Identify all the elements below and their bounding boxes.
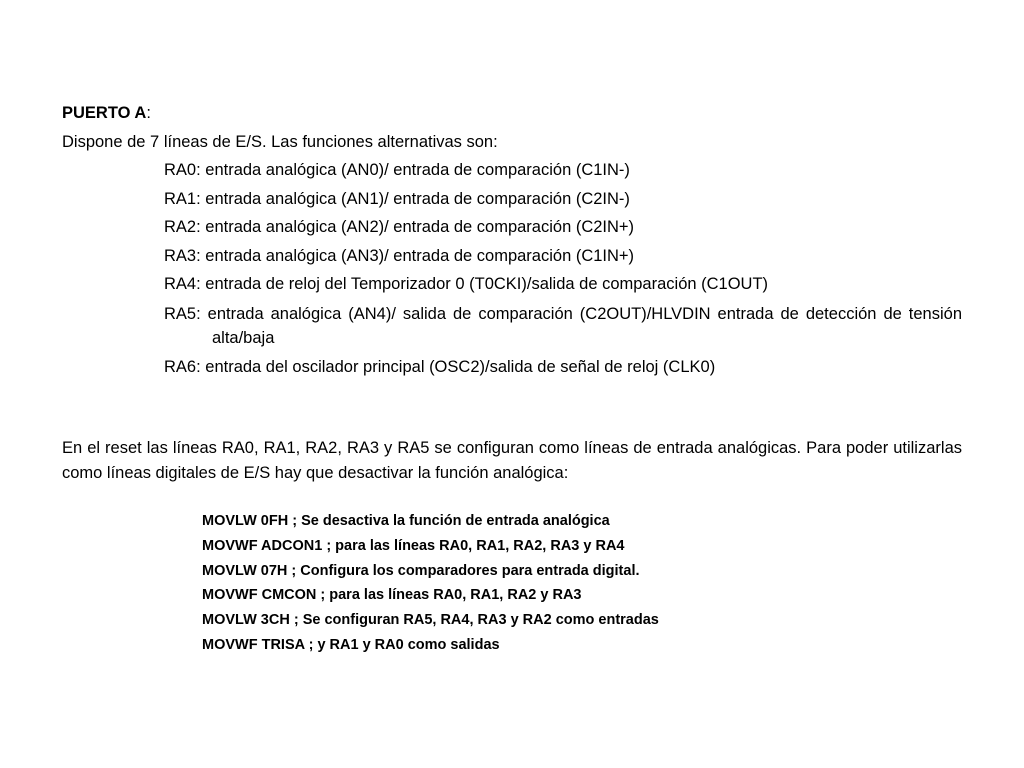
list-item-ra0: RA0: entrada analógica (AN0)/ entrada de comparación (C1IN-) <box>164 161 630 179</box>
heading-suffix: : <box>146 104 151 122</box>
code-line: MOVWF ADCON1 ; para las líneas RA0, RA1, RA2, RA3 y RA4 <box>202 537 625 554</box>
intro-text: Dispone de 7 líneas de E/S. Las funciones alternativas son: <box>62 132 498 151</box>
list-item-ra5: RA5: entrada analógica (AN4)/ salida de comparación (C2OUT)/HLVDIN entrada de detección de tensión alta/baja <box>164 304 962 347</box>
list-item-ra3: RA3: entrada analógica (AN3)/ entrada de comparación (C1IN+) <box>164 246 635 265</box>
code-block <box>202 509 962 658</box>
code-line: MOVWF TRISA ; y RA1 y RA0 como salidas <box>202 636 500 653</box>
list-item-ra1: RA1: entrada analógica (AN1)/ entrada de comparación (C2IN-) <box>164 189 630 208</box>
code-line: MOVWF CMCON ; para las líneas RA0, RA1, RA2 y RA3 <box>202 587 582 604</box>
heading-title: PUERTO A <box>62 104 147 122</box>
list-item-ra2: RA2: entrada analógica (AN2)/ entrada de comparación (C2IN+) <box>164 218 635 236</box>
list-item-ra6: RA6: entrada del oscilador principal (OSC2)/salida de señal de reloj (CLK0) <box>164 357 716 376</box>
list-item-ra4: RA4: entrada de reloj del Temporizador 0 (T0CKI)/salida de comparación (C1OUT) <box>164 275 769 293</box>
slide-heading <box>62 99 962 128</box>
slide-content <box>62 99 962 658</box>
code-line: MOVLW 0FH ; Se desactiva la función de entrada analógica <box>202 513 610 529</box>
port-a-function-list <box>62 156 962 381</box>
code-line: MOVLW 07H ; Configura los comparadores para entrada digital. <box>202 562 640 579</box>
code-line: MOVLW 3CH ; Se configuran RA5, RA4, RA3 y RA2 como entradas <box>202 612 659 629</box>
reset-paragraph: En el reset las líneas RA0, RA1, RA2, RA3 y RA5 se configuran como líneas de entrada analógicas. Para poder utilizarlas como líneas digitales de E/S hay que desactivar la función analógica: <box>62 439 962 482</box>
